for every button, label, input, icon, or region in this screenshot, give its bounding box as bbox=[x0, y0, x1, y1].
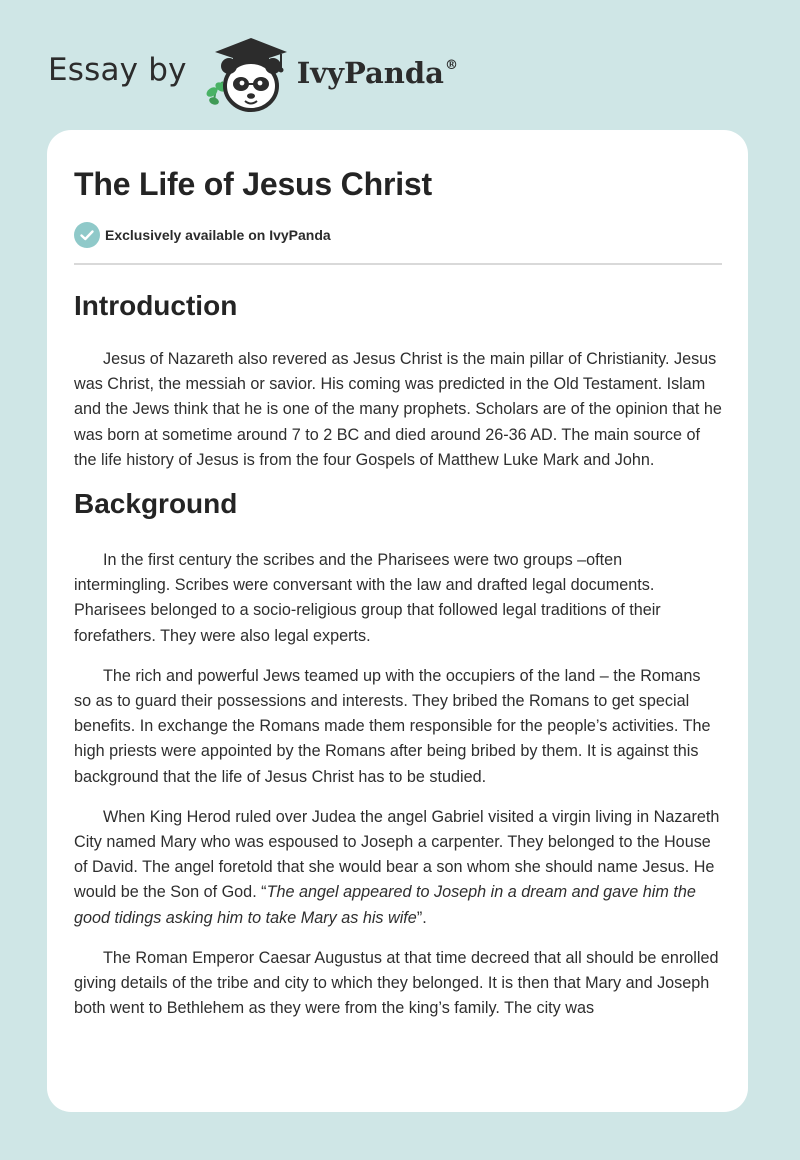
section-background bbox=[74, 487, 722, 1021]
check-circle-icon bbox=[74, 222, 100, 248]
page-title: The Life of Jesus Christ bbox=[74, 166, 432, 202]
section-heading: Introduction bbox=[74, 290, 238, 321]
brand-name[interactable] bbox=[297, 56, 458, 90]
site-header bbox=[48, 34, 458, 114]
registered-mark: ® bbox=[444, 58, 458, 73]
badge-text: Exclusively available on IvyPanda bbox=[105, 227, 331, 243]
exclusive-badge bbox=[74, 222, 722, 248]
divider bbox=[74, 263, 722, 265]
paragraph: In the first century the scribes and the Pharisees were two groups –often intermingling. Scribes were conversant with the law and drafted legal documents. Pharisees belonged to a socio-religious group that followed legal traditions of their forefathers. They were also legal experts. bbox=[74, 551, 661, 645]
paragraph: Jesus of Nazareth also revered as Jesus Christ is the main pillar of Christianity. Jesus was Christ, the messiah or savior. His coming was predicted in the Old Testament. Islam and the Jews think that he is one of the many prophets. Scholars are of the opinion that he was born at sometime around 7 to 2 BC and died around 26-36 AD. The main source of the life history of Jesus is from the four Gospels of Matthew Luke Mark and John. bbox=[74, 350, 722, 469]
panda-logo-icon[interactable] bbox=[201, 34, 293, 114]
paragraph bbox=[74, 805, 722, 931]
paragraph: The Roman Emperor Caesar Augustus at that time decreed that all should be enrolled giving details of the tribe and city to which they belonged. It is then that Mary and Joseph both went to Bethlehem as they were from the king’s family. The city was bbox=[74, 948, 719, 1018]
paragraph-text: When King Herod ruled over Judea the angel Gabriel visited a virgin living in Nazareth City named Mary who was espoused to Joseph a carpenter. They belonged to the House of David. The angel foretold that she would bear a son whom she should name Jesus. He would be the Son of God. “ bbox=[74, 807, 720, 902]
quote-text: The angel appeared to Joseph in a dream and gave him the good tidings asking him to take Mary as his wife bbox=[74, 883, 696, 927]
essay-by-label: Essay by bbox=[48, 52, 187, 88]
brand-text: IvyPanda bbox=[296, 56, 444, 90]
section-introduction bbox=[74, 289, 722, 473]
paragraph-text: ”. bbox=[416, 908, 427, 927]
paragraph: The rich and powerful Jews teamed up with the occupiers of the land – the Romans so as to guard their possessions and interests. They bribed the Romans to get special benefits. In exchange the Romans made them responsible for the people’s activities. The high priests were appointed by the Romans after being bribed by them. It is against this background that the life of Jesus Christ has to be studied. bbox=[74, 666, 711, 786]
essay-card bbox=[47, 130, 748, 1112]
section-heading: Background bbox=[74, 488, 238, 520]
